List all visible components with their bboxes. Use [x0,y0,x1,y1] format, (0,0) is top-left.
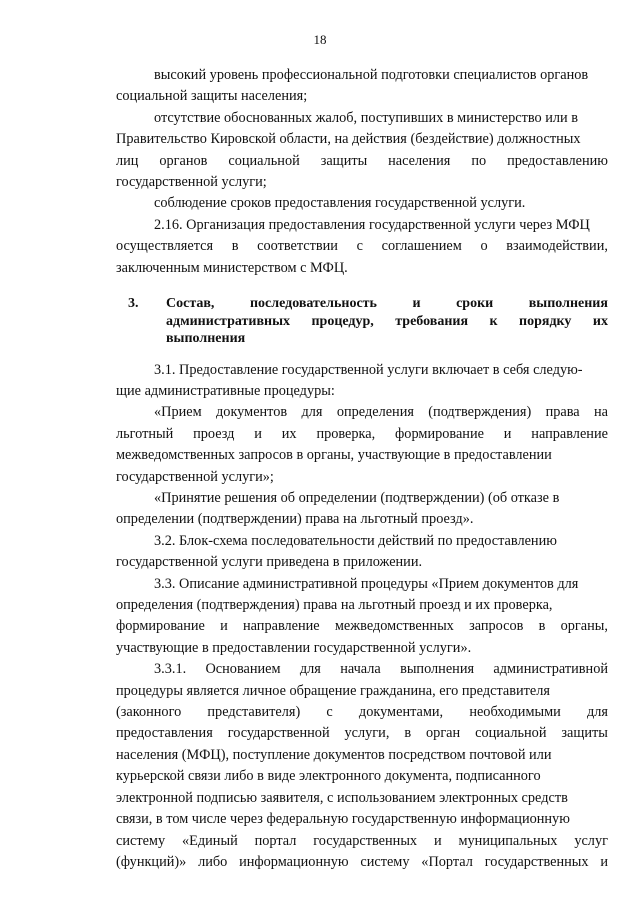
text-line: 3.1. Предоставление государственной услуги включает в себя следую- [154,361,583,378]
word: о [480,238,488,255]
text-line: 2.16. Организация предоставления государственной услуги через МФЦ [154,216,590,233]
justified-line [116,723,608,744]
justified-line [116,702,608,723]
word: начала [340,661,381,678]
word: муниципальных [458,832,558,849]
text-line: заключенным министерством с МФЦ. [116,259,348,276]
word: для [301,404,323,421]
text-line: соблюдение сроков предоставления государственной услуги. [154,195,526,212]
word: административных [166,313,291,329]
word: административной [493,661,608,678]
word: формирование [395,425,484,442]
word: и [433,832,442,849]
word: и [503,425,512,442]
word: информационную [239,853,349,870]
word: либо [198,853,228,870]
word: документов [216,404,288,421]
word: их [281,425,297,442]
word: систему [116,832,166,849]
word: взаимодействии, [506,238,608,255]
word: и [220,618,228,635]
text-line: связи, в том числе через федеральную государственную информационную [116,811,570,828]
paragraph-3 [116,193,608,214]
word: населения [388,152,451,169]
text-line: высокий уровень профессиональной подготовки специалистов органов [154,67,589,83]
word: и [600,853,608,870]
paragraph-10 [116,659,608,873]
section-number: 3. [128,296,139,312]
justified-line [116,424,608,445]
word: для [586,704,608,721]
word: 3.3.1. [154,661,187,678]
text-line: «Принятие решения об определении (подтверждении) (об отказе в [154,490,560,506]
paragraph-7 [116,488,608,531]
word: соответствии [257,238,338,255]
word: проверка, [316,425,376,442]
text-line: щие административные процедуры: [116,382,335,399]
word: защиты [320,152,368,169]
justified-line [116,151,608,172]
word: документами, [358,704,444,721]
word: и [412,296,421,312]
justified-line [116,616,608,637]
word: Состав, [166,296,215,312]
justified-line [116,852,608,873]
text-line: процедуры является личное обращение гражданина, его представителя [116,682,550,699]
word: Основанием [205,661,281,678]
word: межведомственных [334,618,454,635]
word: государственных [484,853,589,870]
word: направление [243,618,320,635]
text-line: определения (подтверждения) права на льготный проезд и их проверка, [116,597,553,614]
word: государственных [313,832,418,849]
page-number: 18 [313,32,327,47]
word: (подтверждения) [428,404,532,421]
justified-line [116,659,608,680]
word: проезд [193,425,235,442]
word: органов [159,152,208,169]
justified-line [116,831,608,852]
text-line: государственной услуги приведена в приложении. [116,554,423,571]
word: (функций)» [116,853,187,870]
document-body [116,65,608,873]
text-line: межведомственных запросов в органы, участвующие в предоставлении [116,447,552,464]
word: предоставлению [507,152,608,169]
text-line: электронной подписью заявителя, с использованием электронных средств [116,789,568,806]
word: систему [360,853,410,870]
word: осуществляется [116,238,214,255]
word: формирование [116,618,205,635]
word: направление [531,425,608,442]
word: в [231,238,239,255]
word: орган [426,725,461,742]
word: требования [395,313,469,329]
word: с [356,238,363,255]
text-line: государственной услуги; [116,174,267,191]
text-line: курьерской связи либо в виде электронного документа, подписанного [116,768,541,785]
text-line: государственной услуги»; [116,468,274,485]
word: процедур, [311,313,374,329]
word: «Портал [421,853,473,870]
word: в [404,725,412,742]
section-heading [116,295,608,348]
word: с [326,704,333,721]
justified-line [166,313,608,331]
word: лиц [116,152,139,169]
paragraph-9 [116,574,608,660]
word: социальной [475,725,547,742]
text-line: Правительство Кировской области, на действия (бездействие) должностных [116,131,581,148]
justified-line [116,402,608,423]
word: к [489,313,498,329]
word: соглашением [381,238,462,255]
word: их [592,313,608,329]
word: портал [254,832,297,849]
text-line: участвующие в предоставлении государственной услуги». [116,639,472,656]
word: по [471,152,487,169]
word: предоставления [116,725,213,742]
word: выполнения [400,661,475,678]
text-line: выполнения [166,331,246,347]
paragraph-6 [116,402,608,488]
word: защиты [561,725,608,742]
word: выполнения [528,296,608,312]
word: услуг [574,832,608,849]
word: и [254,425,262,442]
word: услуги, [344,725,390,742]
word: государственной [227,725,330,742]
word: льготный [116,425,174,442]
word: органы, [560,618,608,635]
word: порядку [519,313,572,329]
text-line: 3.2. Блок-схема последовательности действий по предоставлению [154,532,557,549]
word: представителя) [207,704,301,721]
paragraph-2 [116,108,608,194]
text-line: определении (подтверждении) права на льготный проезд». [116,511,474,528]
text-line: населения (МФЦ), поступление документов посредством почтовой или [116,746,552,763]
word: запросов [469,618,524,635]
paragraph-1 [116,65,608,108]
word: «Прием [154,404,202,421]
justified-line [166,295,608,313]
word: определения [336,404,414,421]
word: «Единый [182,832,238,849]
text-line: социальной защиты населения; [116,88,308,105]
justified-line [116,236,608,257]
paragraph-5 [116,360,608,403]
word: (законного [116,704,182,721]
word: на [594,404,608,421]
word: необходимыми [469,704,561,721]
word: для [299,661,321,678]
word: в [538,618,546,635]
word: права [545,404,580,421]
text-line: отсутствие обоснованных жалоб, поступивших в министерство или в [154,109,578,126]
section-title [166,295,608,348]
paragraph-4 [116,215,608,279]
word: сроки [456,296,494,312]
paragraph-8 [116,531,608,574]
text-line: 3.3. Описание административной процедуры «Прием документов для [154,575,579,592]
word: социальной [228,152,300,169]
word: последовательность [249,296,377,312]
